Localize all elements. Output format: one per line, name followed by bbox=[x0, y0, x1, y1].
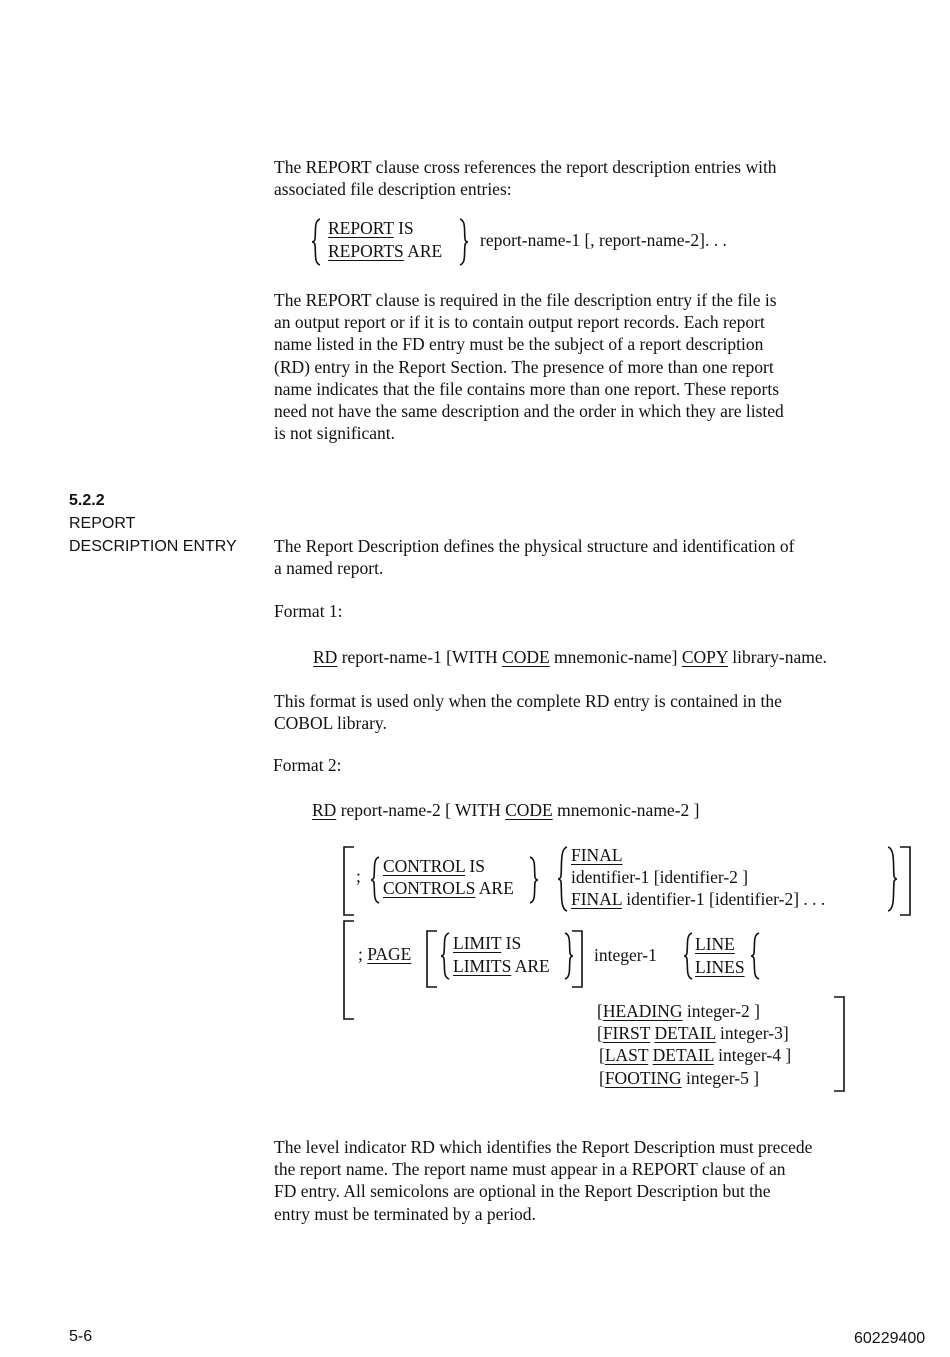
left-brace-icon bbox=[750, 932, 762, 980]
left-square-bracket-icon bbox=[342, 920, 356, 1020]
intro-line: The REPORT clause cross references the report description entries with bbox=[274, 157, 777, 177]
final-option bbox=[571, 845, 623, 866]
limits-are-option bbox=[453, 956, 550, 977]
limit-is-option bbox=[453, 933, 521, 954]
format2-label: Format 2: bbox=[273, 755, 342, 775]
line-option bbox=[695, 934, 735, 955]
format1-label: Format 1: bbox=[274, 601, 343, 621]
text-line: need not have the same description and the order in which they are listed bbox=[274, 401, 784, 422]
lines-option bbox=[695, 957, 745, 978]
text-line: is not significant. bbox=[274, 423, 396, 444]
heading-option: [HEADING integer-2 ] bbox=[597, 1001, 760, 1021]
semicolon: ; bbox=[358, 944, 363, 964]
last-keyword: LAST bbox=[604, 1045, 649, 1065]
limit-keyword: LIMIT bbox=[453, 933, 502, 953]
report-clause-description bbox=[274, 289, 924, 444]
format1-note bbox=[274, 690, 924, 734]
section-title-line1: REPORT bbox=[69, 515, 136, 532]
is-word: IS bbox=[465, 856, 485, 876]
detail-keyword: DETAIL bbox=[654, 1023, 716, 1043]
intro-paragraph bbox=[274, 156, 924, 200]
first-detail-option: [FIRST DETAIL integer-3] bbox=[597, 1023, 789, 1043]
section-number: 5.2.2 bbox=[69, 492, 105, 509]
control-is-option bbox=[383, 856, 485, 877]
intro-line: associated file description entries: bbox=[274, 179, 512, 200]
text-line: name indicates that the file contains more than one report. These reports bbox=[274, 378, 780, 399]
syntax-text: integer-4 ] bbox=[713, 1045, 792, 1065]
final-keyword: FINAL bbox=[571, 889, 622, 909]
syntax-text: identifier-1 [identifier-2] . . . bbox=[621, 889, 826, 909]
text-line: the report name. The report name must appear in a REPORT clause of an bbox=[274, 1159, 786, 1180]
right-square-bracket-icon bbox=[898, 846, 912, 916]
code-keyword: CODE bbox=[505, 800, 553, 820]
lines-keyword: LINES bbox=[695, 957, 745, 977]
controls-are-option bbox=[383, 878, 514, 899]
text-line: The level indicator RD which identifies the Report Description must precede bbox=[274, 1137, 813, 1157]
syntax-text: integer-3] bbox=[715, 1023, 789, 1043]
left-brace-icon bbox=[683, 932, 695, 980]
section-heading bbox=[69, 489, 237, 558]
are-word: ARE bbox=[475, 878, 514, 898]
rd-keyword: RD bbox=[313, 647, 338, 667]
semicolon: ; bbox=[356, 866, 361, 886]
text-line: This format is used only when the complete RD entry is contained in the bbox=[274, 691, 782, 711]
page-number: 5-6 bbox=[69, 1328, 93, 1345]
syntax-text: report-name-1 [WITH bbox=[337, 647, 503, 667]
text-line: name listed in the FD entry must be the subject of a report description bbox=[274, 334, 764, 355]
report-names: report-name-1 [, report-name-2]. . . bbox=[480, 230, 727, 250]
syntax-text: mnemonic-name-2 ] bbox=[552, 800, 700, 820]
page-keyword: PAGE bbox=[367, 944, 412, 964]
footing-keyword: FOOTING bbox=[604, 1068, 682, 1088]
is-word: IS bbox=[501, 933, 522, 953]
closing-paragraph bbox=[274, 1136, 924, 1225]
reports-keyword: REPORTS bbox=[328, 241, 404, 261]
heading-keyword: HEADING bbox=[602, 1001, 683, 1021]
rd-intro-paragraph bbox=[274, 535, 924, 579]
left-brace-icon bbox=[311, 218, 323, 266]
syntax-text: integer-2 ] bbox=[682, 1001, 760, 1021]
are-word: ARE bbox=[511, 956, 550, 976]
left-brace-icon bbox=[370, 856, 382, 904]
are-word: ARE bbox=[403, 241, 443, 261]
code-keyword: CODE bbox=[502, 647, 550, 667]
syntax-text: integer-5 ] bbox=[681, 1068, 760, 1088]
text-line: entry must be terminated by a period. bbox=[274, 1203, 536, 1224]
left-square-bracket-icon bbox=[425, 930, 439, 988]
identifier-option: identifier-1 [identifier-2 ] bbox=[571, 867, 749, 887]
right-brace-icon bbox=[528, 856, 540, 904]
document-number: 60229400 bbox=[854, 1330, 926, 1347]
report-keyword: REPORT bbox=[328, 218, 394, 238]
syntax-text: mnemonic-name] bbox=[549, 647, 682, 667]
rd-keyword: RD bbox=[312, 800, 337, 820]
report-is-option bbox=[328, 218, 414, 239]
text-line: COBOL library. bbox=[274, 713, 387, 734]
copy-keyword: COPY bbox=[681, 647, 728, 667]
right-brace-icon bbox=[886, 846, 898, 912]
text-line: (RD) entry in the Report Section. The presence of more than one report bbox=[274, 356, 774, 377]
syntax-text: library-name. bbox=[727, 647, 828, 667]
is-word: IS bbox=[393, 218, 414, 238]
first-keyword: FIRST bbox=[602, 1023, 651, 1043]
right-square-bracket-icon bbox=[570, 930, 584, 988]
integer-1: integer-1 bbox=[594, 945, 657, 965]
left-brace-icon bbox=[440, 932, 452, 980]
final-identifier-option bbox=[571, 889, 825, 910]
format1-syntax bbox=[313, 647, 827, 668]
text-line: FD entry. All semicolons are optional in the Report Description but the bbox=[274, 1181, 771, 1202]
page-clause-start bbox=[358, 944, 411, 965]
text-line: an output report or if it is to contain output report records. Each report bbox=[274, 312, 765, 333]
syntax-text: report-name-2 [ WITH bbox=[336, 800, 506, 820]
section-title-line2: DESCRIPTION ENTRY bbox=[69, 538, 237, 555]
reports-are-option bbox=[328, 241, 442, 262]
controls-keyword: CONTROLS bbox=[383, 878, 476, 898]
text-line: The REPORT clause is required in the file description entry if the file is bbox=[274, 290, 777, 310]
line-keyword: LINE bbox=[695, 934, 735, 954]
text-line: a named report. bbox=[274, 558, 384, 579]
text-line: The Report Description defines the physical structure and identification of bbox=[274, 536, 795, 556]
last-detail-option: [LAST DETAIL integer-4 ] bbox=[599, 1045, 792, 1065]
right-brace-icon bbox=[458, 218, 470, 266]
limits-keyword: LIMITS bbox=[453, 956, 512, 976]
detail-keyword: DETAIL bbox=[652, 1045, 714, 1065]
footing-option: [FOOTING integer-5 ] bbox=[599, 1068, 760, 1088]
control-keyword: CONTROL bbox=[383, 856, 465, 876]
right-square-bracket-icon bbox=[832, 996, 846, 1092]
left-square-bracket-icon bbox=[342, 846, 356, 916]
format2-syntax bbox=[312, 800, 700, 821]
left-brace-icon bbox=[557, 846, 569, 912]
final-keyword: FINAL bbox=[571, 845, 623, 865]
